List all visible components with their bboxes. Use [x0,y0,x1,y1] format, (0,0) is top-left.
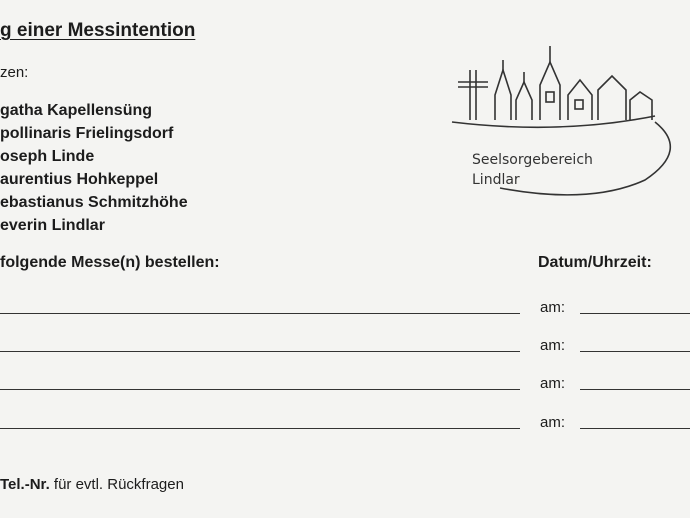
am-label: am: [540,375,566,392]
parish-item: oseph Linde [0,148,95,165]
phone-note-text: für evtl. Rückfragen [49,476,184,493]
phone-label: Tel.-Nr. [0,476,50,493]
parish-item: gatha Kapellensüng [0,102,153,119]
date-line[interactable] [580,428,690,429]
seelsorgebereich-logo [440,40,685,200]
date-time-label: Datum/Uhrzeit: [538,254,652,271]
mass-intention-line[interactable] [0,313,520,314]
parish-item: pollinaris Frielingsdorf [0,125,174,142]
parish-item: aurentius Hohkeppel [0,171,159,188]
parish-item: everin Lindlar [0,217,105,234]
logo-line-1: Seelsorgebereich [472,152,593,168]
am-label: am: [540,414,566,431]
mass-intention-line[interactable] [0,428,520,429]
date-line[interactable] [580,389,690,390]
date-line[interactable] [580,313,690,314]
am-label: am: [540,337,566,354]
logo-line-2: Lindlar [472,172,520,188]
am-label: am: [540,299,566,316]
phone-note [0,476,184,493]
order-label: folgende Messe(n) bestellen: [0,254,220,271]
intro-text: zen: [0,64,29,81]
mass-intention-line[interactable] [0,351,520,352]
form-title: g einer Messintention [0,20,196,41]
mass-intention-line[interactable] [0,389,520,390]
date-line[interactable] [580,351,690,352]
parish-item: ebastianus Schmitzhöhe [0,194,188,211]
